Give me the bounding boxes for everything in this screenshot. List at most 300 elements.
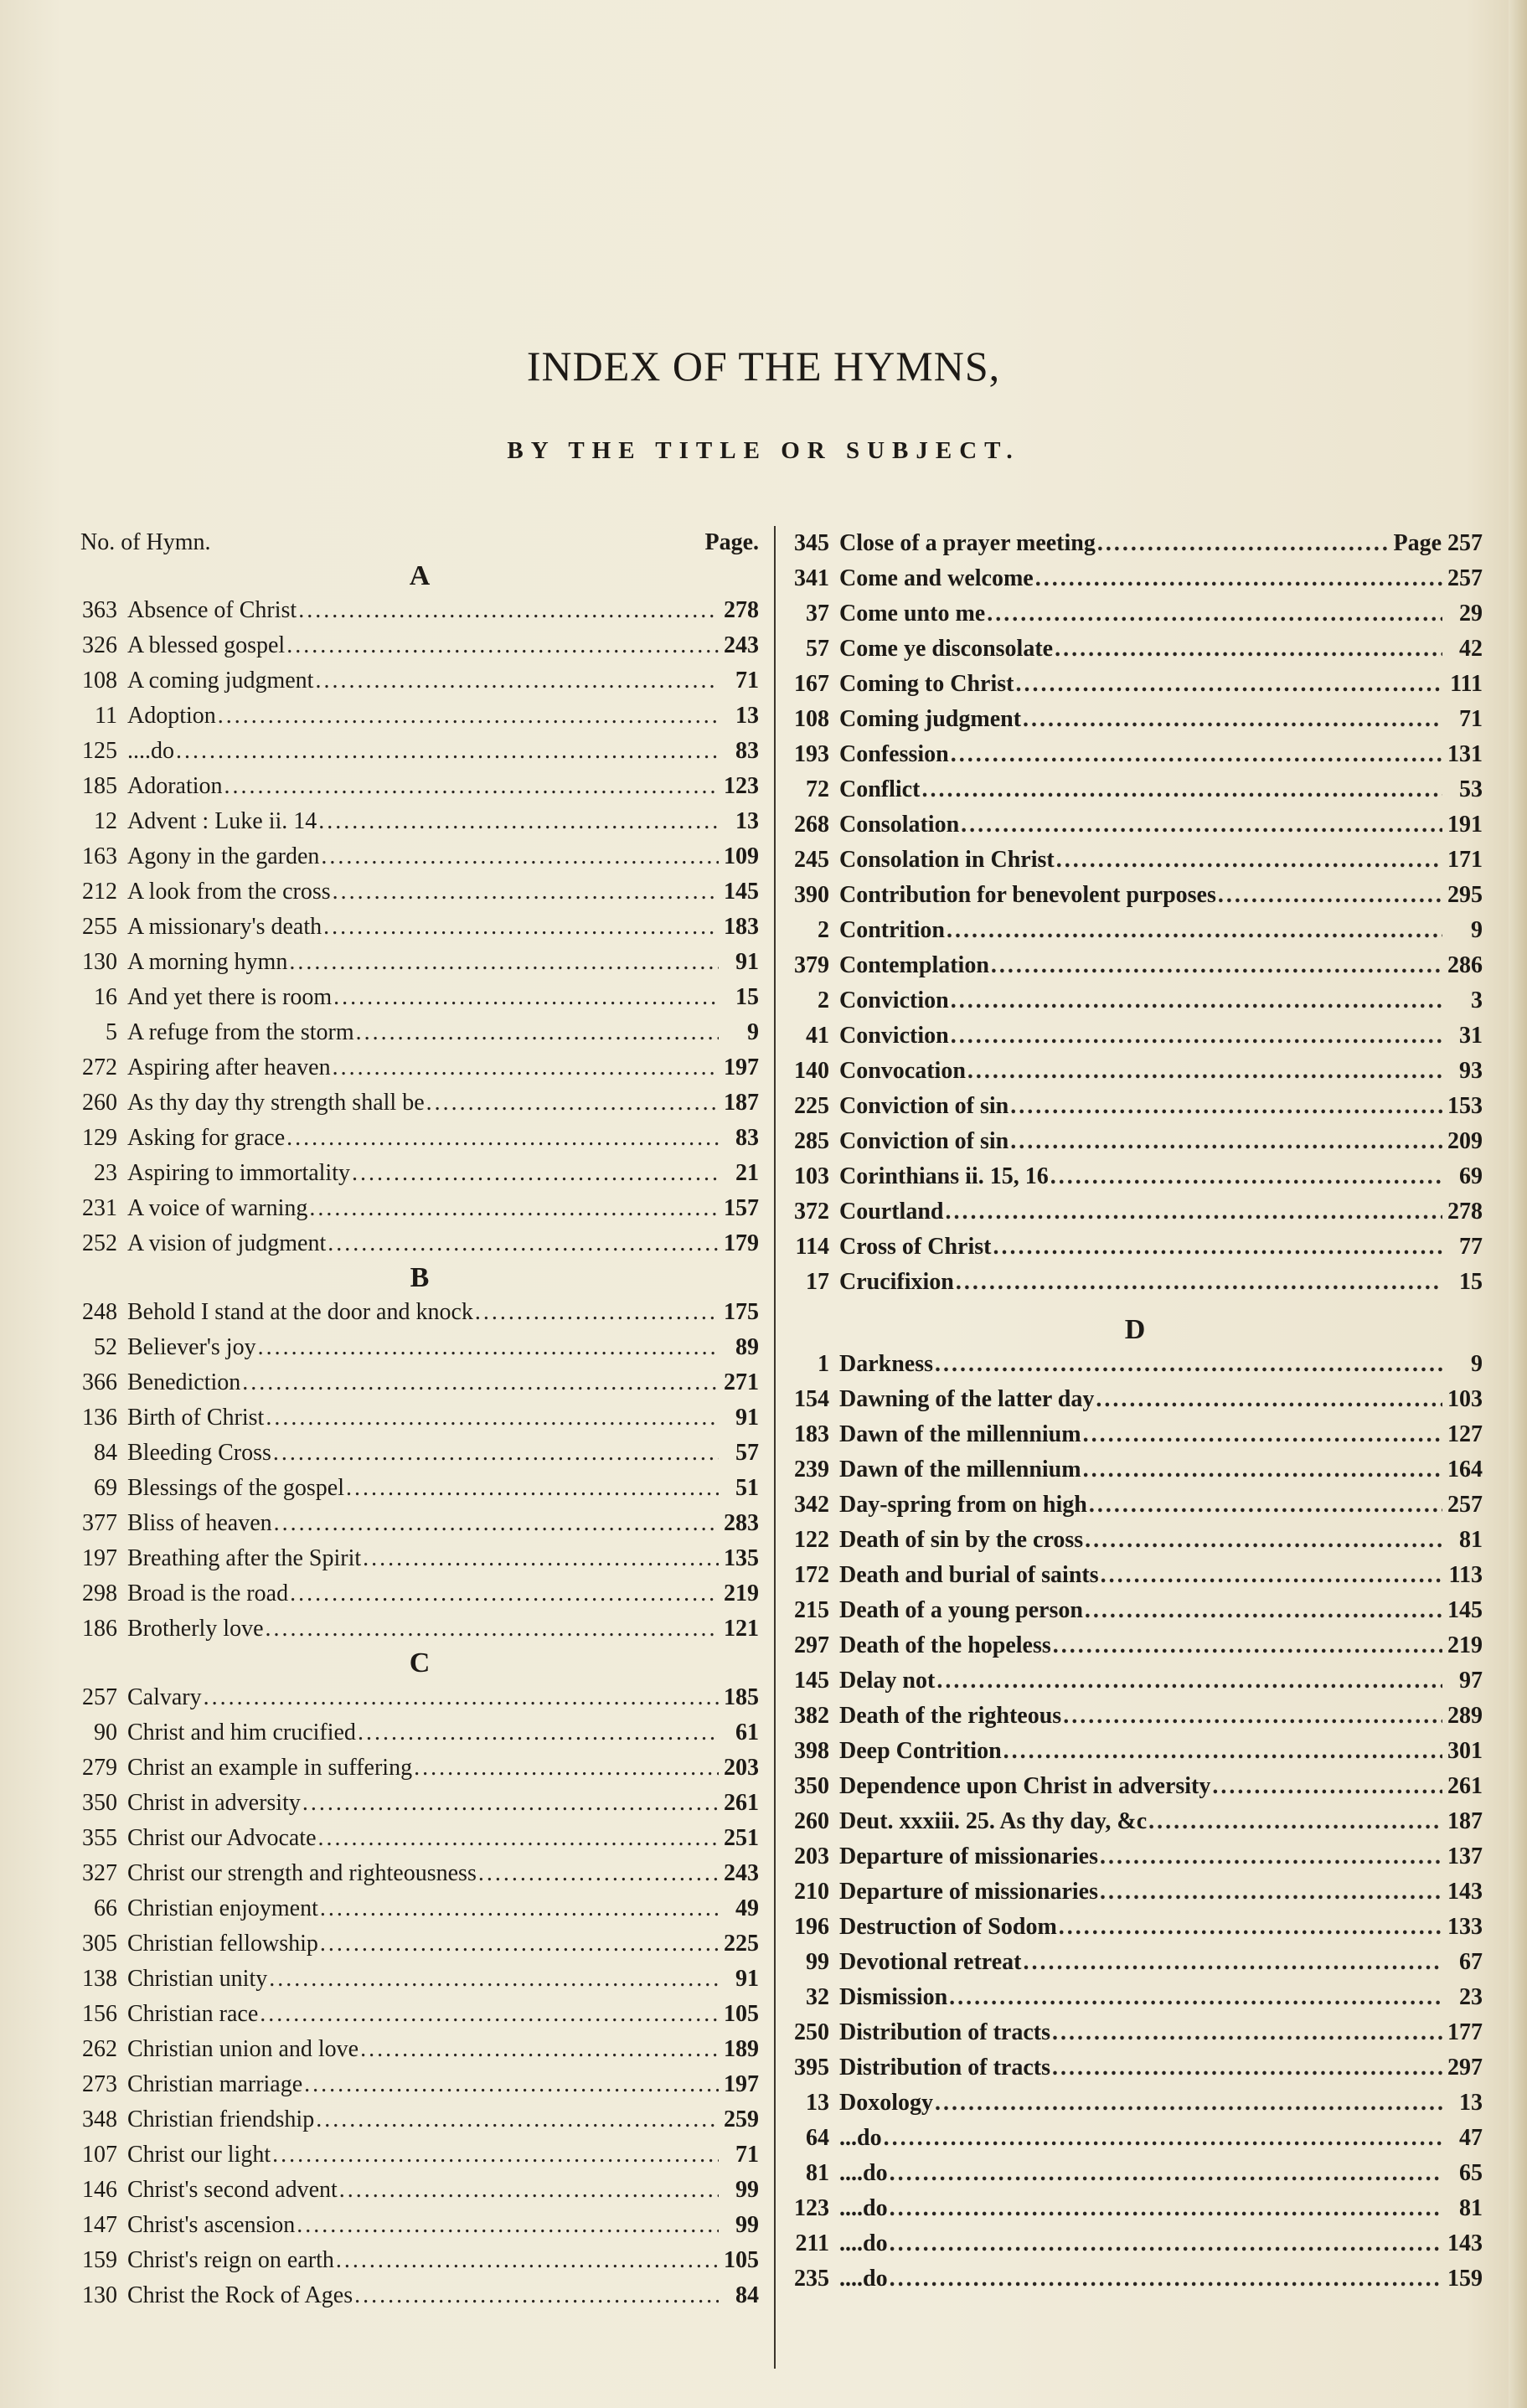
dot-leader — [951, 741, 1442, 768]
hymn-number: 382 — [794, 1703, 829, 1729]
index-entry — [80, 2173, 759, 2208]
hymn-title: Convocation — [839, 1058, 966, 1084]
dot-leader — [316, 2106, 719, 2133]
hymn-number: 114 — [795, 1234, 829, 1260]
page-number: 9 — [1471, 1351, 1483, 1377]
dot-leader — [304, 2071, 719, 2098]
dot-leader — [1083, 1457, 1442, 1483]
hymn-number: 140 — [794, 1058, 829, 1084]
page-number: 171 — [1447, 847, 1483, 873]
hymn-title: Christian enjoyment — [127, 1895, 318, 1921]
dot-leader — [289, 949, 719, 976]
dot-leader — [176, 738, 719, 765]
hymn-number: 326 — [82, 632, 117, 658]
page-number: 219 — [1447, 1632, 1483, 1658]
hymn-number: 103 — [794, 1163, 829, 1189]
page-number: 9 — [747, 1019, 759, 1045]
hymn-number: 342 — [794, 1492, 829, 1518]
hymn-number: 355 — [82, 1825, 117, 1851]
hymn-title: Deep Contrition — [839, 1738, 1002, 1764]
index-entry — [787, 913, 1483, 948]
hymn-title: Christ our light — [127, 2142, 271, 2168]
dot-leader — [1055, 636, 1442, 663]
page-number: 187 — [724, 1090, 759, 1116]
page-number: 164 — [1447, 1457, 1483, 1482]
index-entry — [787, 1488, 1483, 1523]
dot-leader — [890, 2266, 1442, 2292]
hymn-title: Distribution of tracts — [839, 2019, 1050, 2045]
dot-leader — [1101, 1562, 1442, 1589]
page-number: 77 — [1459, 1234, 1483, 1260]
hymn-number: 37 — [806, 601, 829, 626]
hymn-number: 196 — [794, 1914, 829, 1940]
page-number: 131 — [1447, 741, 1483, 767]
page-number: 42 — [1459, 636, 1483, 662]
hymn-title: Distribution of tracts — [839, 2055, 1050, 2081]
hymn-title: Benediction — [127, 1369, 241, 1395]
hymn-number: 147 — [82, 2212, 117, 2238]
hymn-number: 12 — [94, 808, 117, 834]
hymn-title: Coming judgment — [839, 706, 1022, 732]
dot-leader — [478, 1860, 719, 1887]
hymn-title: Aspiring after heaven — [127, 1054, 331, 1080]
dot-leader — [266, 1405, 719, 1431]
page-number: 123 — [724, 773, 759, 799]
hymn-title: ....do — [839, 2160, 888, 2186]
page-number: 71 — [735, 668, 759, 694]
hymn-number-header: No. of Hymn. — [80, 529, 211, 555]
dot-leader — [987, 601, 1442, 627]
dot-leader — [290, 1580, 719, 1607]
dot-leader — [1015, 671, 1442, 698]
hymn-number: 257 — [82, 1684, 117, 1710]
hymn-number: 210 — [794, 1879, 829, 1905]
index-entry — [80, 839, 759, 874]
dot-leader — [302, 1790, 719, 1817]
page-number: 187 — [1447, 1808, 1483, 1834]
dot-leader — [1052, 2019, 1442, 2046]
hymn-number: 225 — [794, 1093, 829, 1119]
index-entry — [787, 526, 1483, 561]
hymn-number: 245 — [794, 847, 829, 873]
page-number: 97 — [1459, 1668, 1483, 1694]
page-number: 191 — [1447, 812, 1483, 838]
hymn-number: 197 — [82, 1545, 117, 1571]
hymn-title: Contrition — [839, 917, 945, 943]
dot-leader — [273, 1440, 719, 1467]
page-number: 81 — [1459, 1527, 1483, 1553]
hymn-number: 52 — [94, 1334, 117, 1360]
hymn-number: 231 — [82, 1195, 117, 1221]
hymn-title: Brotherly love — [127, 1616, 264, 1642]
index-entry — [787, 1159, 1483, 1194]
dot-leader — [890, 2160, 1442, 2187]
dot-leader — [956, 1269, 1442, 1296]
hymn-title: Breathing after the Spirit — [127, 1545, 362, 1571]
hymn-number: 172 — [794, 1562, 829, 1588]
dot-leader — [286, 632, 719, 659]
hymn-title: Departure of missionaries — [839, 1879, 1098, 1905]
page-number: 159 — [1447, 2266, 1483, 2292]
dot-leader — [286, 1125, 719, 1152]
page-number: 23 — [1459, 1984, 1483, 2010]
hymn-number: 350 — [82, 1790, 117, 1816]
page-number: 21 — [735, 1160, 759, 1186]
dot-leader — [333, 984, 719, 1011]
hymn-number: 81 — [806, 2160, 829, 2186]
hymn-title: Christian unity — [127, 1966, 268, 1992]
page-number: 84 — [735, 2282, 759, 2308]
index-entry — [787, 878, 1483, 913]
hymn-number: 366 — [82, 1369, 117, 1395]
dot-leader — [936, 1668, 1442, 1694]
hymn-number: 345 — [794, 530, 829, 556]
hymn-number: 163 — [82, 843, 117, 869]
hymn-number: 41 — [806, 1023, 829, 1049]
index-entry — [787, 561, 1483, 596]
index-entry — [80, 769, 759, 804]
hymn-number: 122 — [794, 1527, 829, 1553]
hymn-number: 250 — [794, 2019, 829, 2045]
dot-leader — [961, 812, 1442, 838]
page-number: 209 — [1447, 1128, 1483, 1154]
dot-leader — [318, 808, 719, 835]
hymn-title: Consolation in Christ — [839, 847, 1055, 873]
hymn-number: 11 — [95, 703, 117, 729]
index-entry — [787, 596, 1483, 632]
index-entry — [787, 948, 1483, 983]
page-number: 127 — [1447, 1421, 1483, 1447]
page-number: 137 — [1447, 1843, 1483, 1869]
dot-leader — [269, 1966, 719, 1993]
index-entry — [787, 1417, 1483, 1452]
page-number: 295 — [1447, 882, 1483, 908]
page-number: 91 — [735, 1966, 759, 1992]
hymn-title: Christ our strength and righteousness — [127, 1860, 477, 1886]
hymn-title: Blessings of the gospel — [127, 1475, 344, 1501]
dot-leader — [272, 2142, 719, 2168]
index-entry — [787, 667, 1483, 702]
dot-leader — [1052, 2055, 1442, 2081]
hymn-title: Christian marriage — [127, 2071, 303, 2097]
dot-leader — [1085, 1597, 1442, 1624]
hymn-title: ....do — [839, 2266, 888, 2292]
hymn-number: 2 — [818, 917, 829, 943]
dot-leader — [346, 1475, 719, 1502]
hymn-title: Corinthians ii. 15, 16 — [839, 1163, 1049, 1189]
hymn-number: 211 — [795, 2230, 829, 2256]
page-number: 51 — [735, 1475, 759, 1501]
page-number: 15 — [1459, 1269, 1483, 1295]
index-entry — [80, 1611, 759, 1647]
index-entry — [80, 1365, 759, 1400]
index-entry — [787, 2226, 1483, 2261]
index-entry — [787, 2015, 1483, 2050]
index-entry — [80, 699, 759, 734]
dot-leader — [298, 597, 719, 624]
hymn-title: Consolation — [839, 812, 960, 838]
hymn-number: 32 — [806, 1984, 829, 2010]
index-entry — [80, 874, 759, 910]
page-number: 175 — [724, 1299, 759, 1325]
hymn-title: Conviction of sin — [839, 1128, 1009, 1154]
hymn-title: Death and burial of saints — [839, 1562, 1099, 1588]
index-entry — [80, 1050, 759, 1085]
page-number: 67 — [1459, 1949, 1483, 1975]
dot-leader — [945, 1199, 1442, 1225]
index-entry — [787, 1452, 1483, 1488]
dot-leader — [336, 2247, 719, 2274]
dot-leader — [991, 952, 1442, 979]
hymn-number: 262 — [82, 2036, 117, 2062]
index-entry — [787, 2261, 1483, 2297]
hymn-number: 129 — [82, 1125, 117, 1151]
dot-leader — [315, 668, 719, 694]
index-entry — [80, 2243, 759, 2278]
hymn-title: A look from the cross — [127, 879, 331, 905]
page-header: Page. — [704, 529, 759, 555]
page-number: 105 — [724, 2001, 759, 2027]
page-number: 121 — [724, 1616, 759, 1642]
dot-leader — [1003, 1738, 1442, 1765]
dot-leader — [884, 2125, 1442, 2152]
hymn-number: 108 — [82, 668, 117, 694]
dot-leader — [1059, 1914, 1442, 1941]
dot-leader — [354, 2282, 719, 2309]
hymn-title: Asking for grace — [127, 1125, 286, 1151]
index-entry — [787, 1980, 1483, 2015]
page-number: 3 — [1471, 987, 1483, 1013]
hymn-title: Doxology — [839, 2090, 933, 2116]
hymn-number: 327 — [82, 1860, 117, 1886]
page-number: 99 — [735, 2212, 759, 2238]
index-entry — [787, 1194, 1483, 1230]
index-entry — [80, 804, 759, 839]
hymn-number: 154 — [794, 1386, 829, 1412]
hymn-title: Deut. xxxiii. 25. As thy day, &c — [839, 1808, 1148, 1834]
hymn-number: 17 — [806, 1269, 829, 1295]
hymn-number: 13 — [806, 2090, 829, 2116]
dot-leader — [1083, 1421, 1442, 1448]
dot-leader — [1096, 1386, 1442, 1413]
page-number: 251 — [724, 1825, 759, 1851]
dot-leader — [1050, 1163, 1442, 1190]
hymn-number: 372 — [794, 1199, 829, 1225]
hymn-number: 159 — [82, 2247, 117, 2273]
hymn-number: 90 — [94, 1720, 117, 1745]
dot-leader — [339, 2177, 719, 2204]
index-entry — [787, 632, 1483, 667]
dot-leader — [951, 1023, 1442, 1049]
index-entry — [787, 807, 1483, 843]
hymn-title: Conviction of sin — [839, 1093, 1009, 1119]
dot-leader — [321, 843, 719, 870]
hymn-number: 379 — [794, 952, 829, 978]
hymn-number: 99 — [806, 1949, 829, 1975]
hymn-title: Christ and him crucified — [127, 1720, 356, 1745]
hymn-number: 363 — [82, 597, 117, 623]
hymn-number: 348 — [82, 2106, 117, 2132]
section-letter: A — [409, 560, 431, 591]
index-entry — [80, 1926, 759, 1962]
hymn-title: Contribution for benevolent purposes — [839, 882, 1216, 908]
hymn-number: 136 — [82, 1405, 117, 1431]
hymn-title: Dawning of the latter day — [839, 1386, 1095, 1412]
dot-leader — [333, 879, 719, 905]
dot-leader — [320, 1931, 719, 1957]
page-number: 143 — [1447, 1879, 1483, 1905]
page-number: 278 — [1447, 1199, 1483, 1225]
hymn-number: 123 — [794, 2195, 829, 2221]
page-number: 49 — [735, 1895, 759, 1921]
hymn-title: And yet there is room — [127, 984, 333, 1010]
index-entry — [787, 1593, 1483, 1628]
hymn-number: 186 — [82, 1616, 117, 1642]
page-number: 83 — [735, 738, 759, 764]
page-number: 47 — [1459, 2125, 1483, 2151]
hymn-title: Close of a prayer meeting — [839, 530, 1096, 556]
index-entry — [787, 1839, 1483, 1874]
index-entry — [80, 1156, 759, 1191]
index-entry — [787, 1124, 1483, 1159]
page-number: 71 — [735, 2142, 759, 2168]
dot-leader — [258, 1334, 719, 1361]
page-number: 113 — [1448, 1562, 1483, 1588]
dot-leader — [1089, 1492, 1442, 1519]
index-entry — [787, 1945, 1483, 1980]
hymn-number: 398 — [794, 1738, 829, 1764]
dot-leader — [993, 1234, 1442, 1261]
dot-leader — [1085, 1527, 1442, 1554]
dot-leader — [323, 914, 719, 941]
hymn-title: Christ's second advent — [127, 2177, 338, 2203]
index-entry — [80, 1121, 759, 1156]
hymn-number: 156 — [82, 2001, 117, 2027]
page-number: 261 — [724, 1790, 759, 1816]
page-number: 61 — [735, 1720, 759, 1745]
hymn-number: 350 — [794, 1773, 829, 1799]
dot-leader — [318, 1825, 719, 1852]
page-number: 15 — [735, 984, 759, 1010]
dot-leader — [947, 917, 1442, 944]
index-entry — [80, 1786, 759, 1821]
hymn-title: Believer's joy — [127, 1334, 256, 1360]
hymn-title: ...do — [839, 2125, 882, 2151]
index-entry — [80, 1330, 759, 1365]
hymn-title: A blessed gospel — [127, 632, 286, 658]
page-number: 157 — [724, 1195, 759, 1221]
dot-leader — [266, 1616, 719, 1642]
index-entry — [787, 1089, 1483, 1124]
index-entry — [80, 1821, 759, 1856]
dot-leader — [967, 1058, 1442, 1085]
hymn-number: 235 — [794, 2266, 829, 2292]
page-number: 103 — [1447, 1386, 1483, 1412]
page-subtitle: BY THE TITLE OR SUBJECT. — [507, 437, 1020, 464]
page-number: 53 — [1459, 776, 1483, 802]
index-entry — [80, 2137, 759, 2173]
hymn-number: 5 — [106, 1019, 117, 1045]
hymn-number: 2 — [818, 987, 829, 1013]
left-column — [80, 526, 759, 2313]
hymn-title: Christ an example in suffering — [127, 1755, 413, 1781]
page-number: 286 — [1447, 952, 1483, 978]
hymn-title: Advent : Luke ii. 14 — [127, 808, 317, 834]
hymn-number: 69 — [94, 1475, 117, 1501]
hymn-number: 1 — [818, 1351, 829, 1377]
dot-leader — [414, 1755, 719, 1782]
page-number: 13 — [735, 703, 759, 729]
page-number: 225 — [724, 1931, 759, 1957]
dot-leader — [1063, 1703, 1442, 1730]
hymn-title: Come unto me — [839, 601, 986, 626]
index-entry — [80, 945, 759, 980]
index-entry — [80, 1400, 759, 1436]
hymn-title: Dawn of the millennium — [839, 1421, 1081, 1447]
page-number: 278 — [724, 597, 759, 623]
hymn-title: A morning hymn — [127, 949, 288, 975]
page-number: 257 — [1447, 565, 1483, 591]
dot-leader — [1023, 706, 1442, 733]
dot-leader — [1100, 1879, 1442, 1905]
hymn-title: Agony in the garden — [127, 843, 320, 869]
index-entry — [787, 1230, 1483, 1265]
right-index-list — [787, 526, 1483, 2297]
hymn-number: 130 — [82, 2282, 117, 2308]
page-number: 185 — [724, 1684, 759, 1710]
hymn-number: 260 — [82, 1090, 117, 1116]
page-number: 259 — [724, 2106, 759, 2132]
index-entry — [80, 663, 759, 699]
page-number: 145 — [724, 879, 759, 905]
hymn-title: Christ our Advocate — [127, 1825, 317, 1851]
hymn-number: 268 — [794, 812, 829, 838]
hymn-number: 273 — [82, 2071, 117, 2097]
hymn-number: 167 — [794, 671, 829, 697]
page-number: Page 257 — [1393, 530, 1483, 556]
page-number: 283 — [724, 1510, 759, 1536]
page-number: 289 — [1447, 1703, 1483, 1729]
hymn-number: 130 — [82, 949, 117, 975]
page-title: INDEX OF THE HYMNS, — [526, 343, 1001, 389]
index-entry — [80, 2067, 759, 2102]
index-entry — [80, 1436, 759, 1471]
column-divider — [774, 526, 776, 2369]
dot-leader — [274, 1510, 719, 1537]
dot-leader — [949, 1984, 1442, 2011]
index-entry — [80, 1997, 759, 2032]
hymn-number: 212 — [82, 879, 117, 905]
page-number: 177 — [1447, 2019, 1483, 2045]
index-entry — [80, 1226, 759, 1261]
hymn-title: Come ye disconsolate — [839, 636, 1054, 662]
page-number: 301 — [1447, 1738, 1483, 1764]
dot-leader — [1097, 530, 1392, 557]
hymn-number: 23 — [94, 1160, 117, 1186]
page-number: 271 — [724, 1369, 759, 1395]
page-number: 105 — [724, 2247, 759, 2273]
dot-leader — [242, 1369, 719, 1396]
hymn-title: Christ's reign on earth — [127, 2247, 334, 2273]
dot-leader — [328, 1230, 719, 1257]
index-entry — [787, 1910, 1483, 1945]
index-entry — [80, 734, 759, 769]
index-entry — [787, 2086, 1483, 2121]
index-entry — [80, 1751, 759, 1786]
index-entry — [787, 2121, 1483, 2156]
hymn-title: Aspiring to immortality — [127, 1160, 350, 1186]
index-entry — [80, 2208, 759, 2243]
